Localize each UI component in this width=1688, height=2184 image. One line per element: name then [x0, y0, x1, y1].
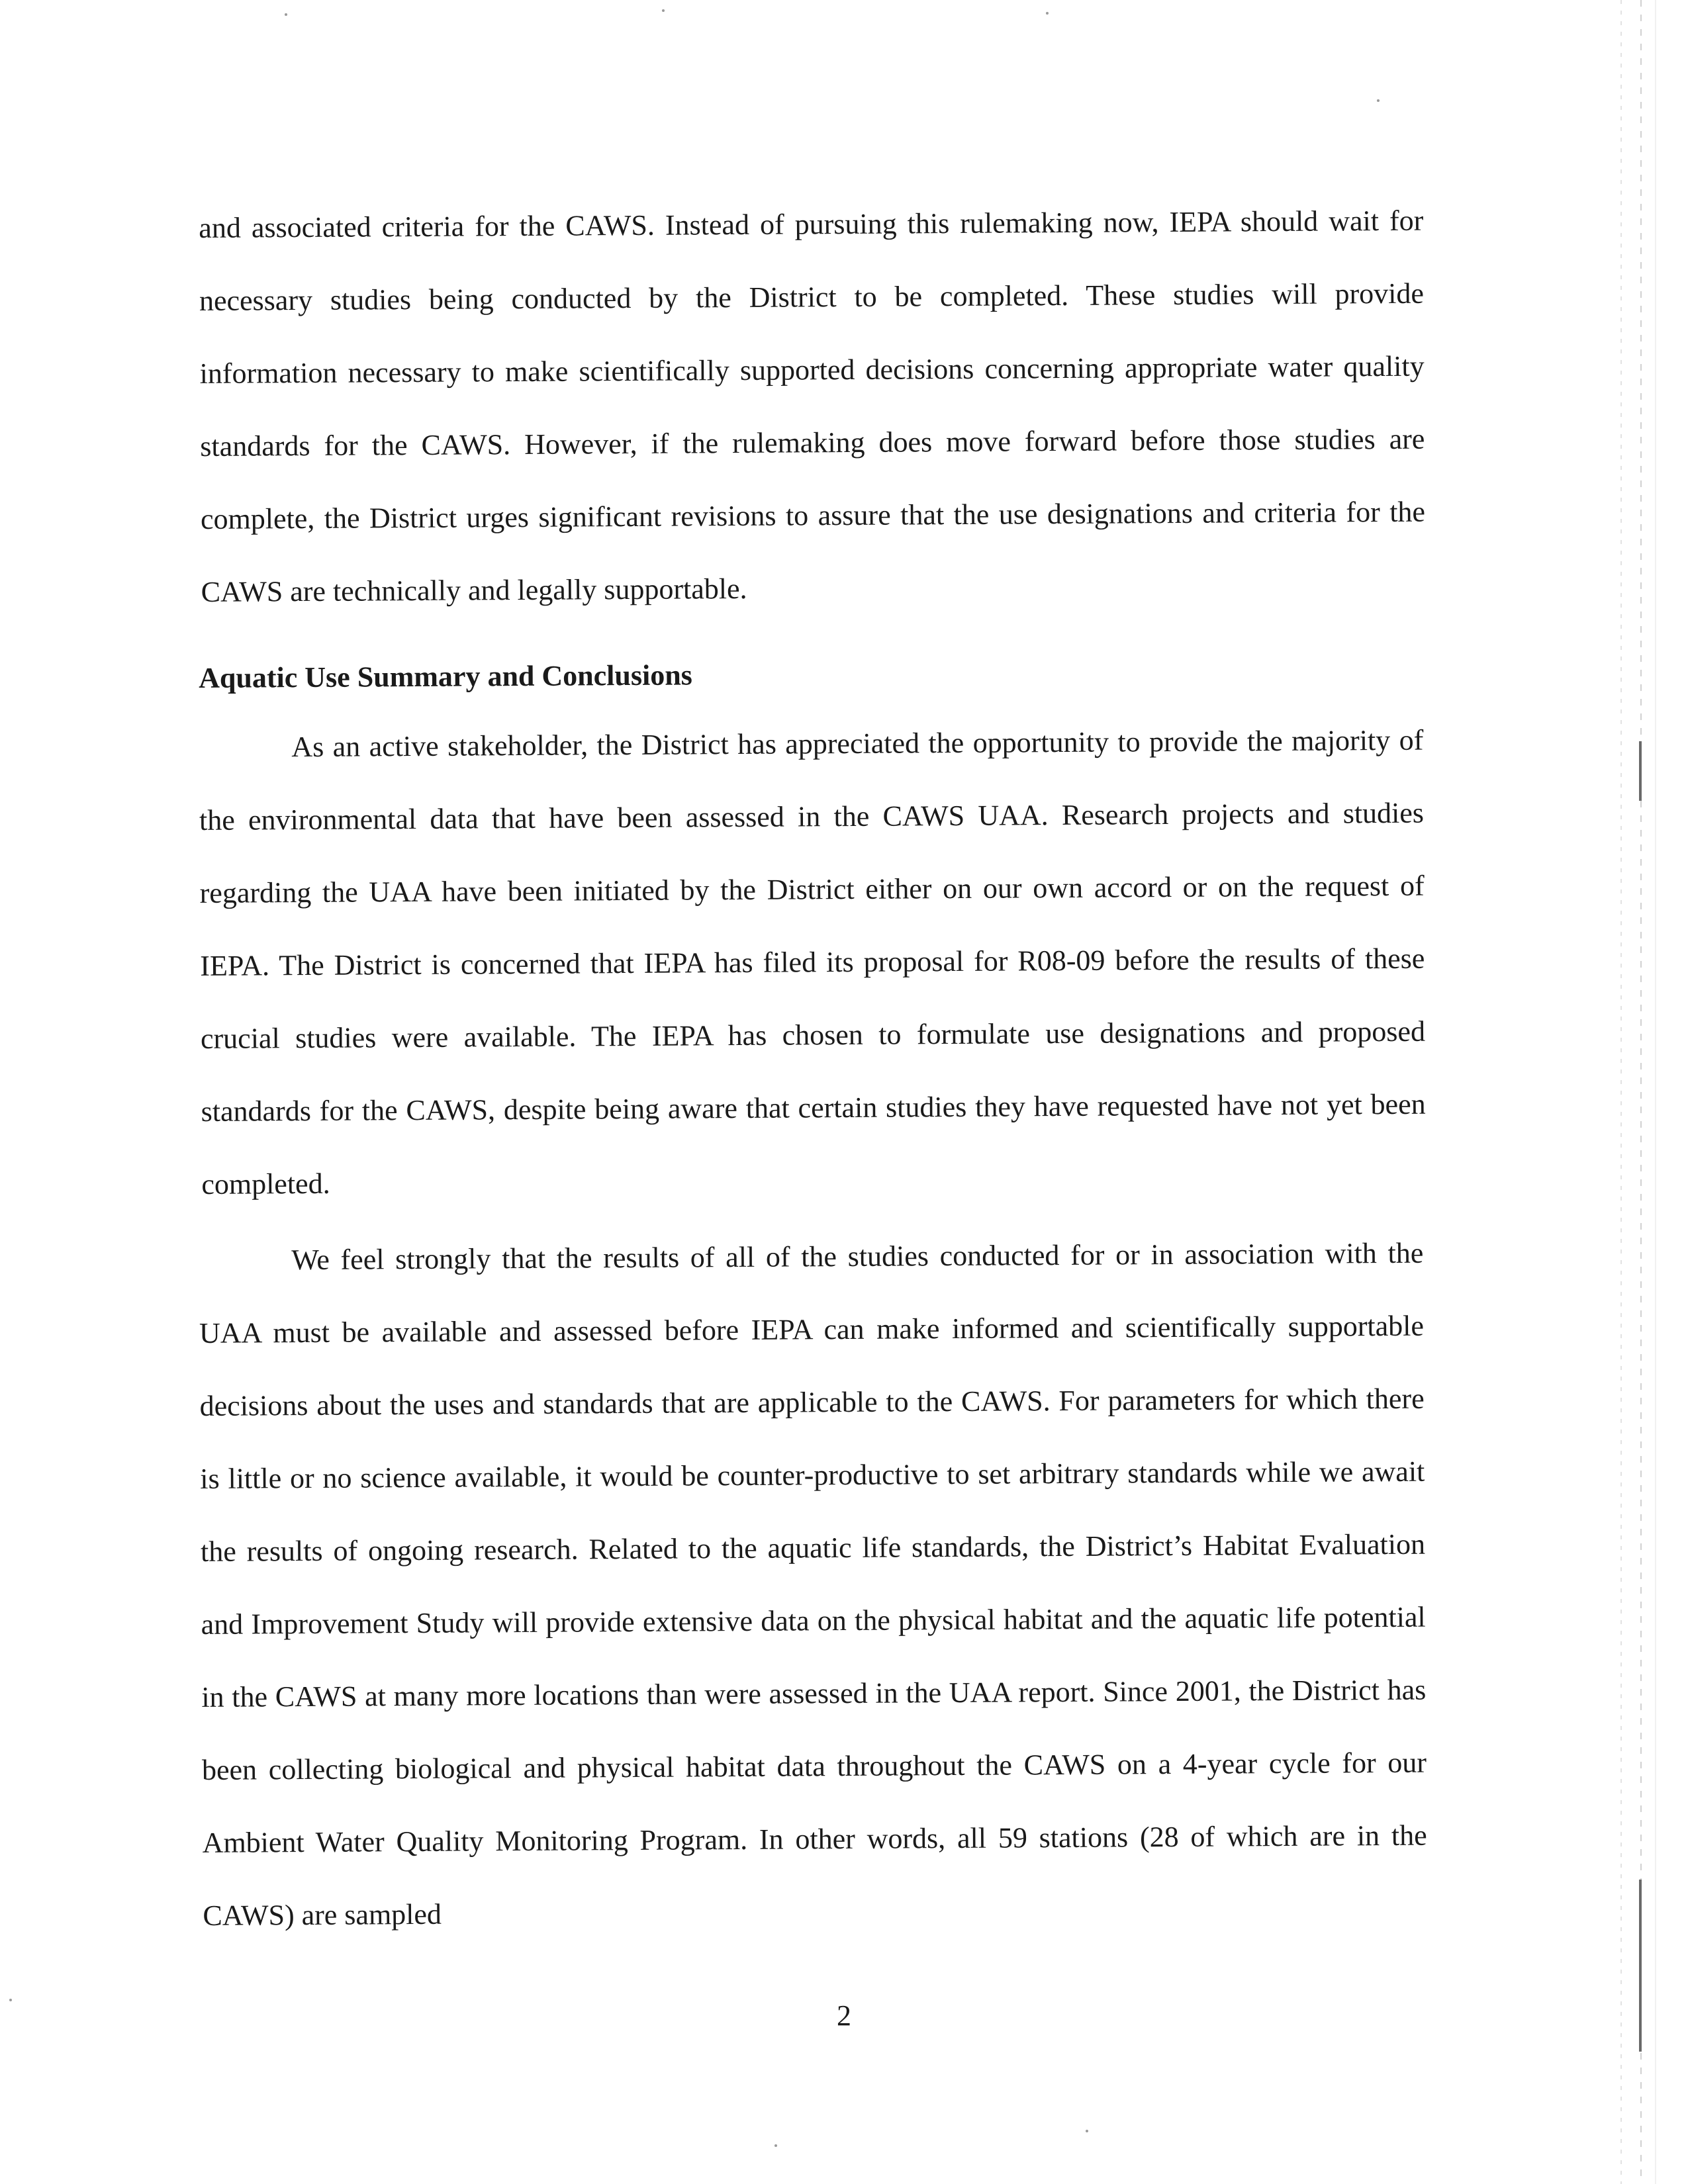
- intro-text-block: [199, 185, 1426, 629]
- page-number: 2: [837, 1999, 851, 2032]
- scan-edge-artifact: [1655, 0, 1656, 2184]
- scan-speck: [285, 13, 287, 16]
- scan-edge-artifact: [1640, 0, 1642, 2184]
- scan-speck: [1377, 99, 1380, 102]
- scan-speck: [9, 1999, 12, 2001]
- scan-edge-mark: [1639, 1880, 1642, 2052]
- body-text-block-1: [199, 704, 1427, 1221]
- scan-speck: [1086, 2130, 1088, 2132]
- scan-edge-mark: [1639, 741, 1642, 801]
- body-paragraph-1: As an active stakeholder, the District has appreciated the opportunity to provide the majority of the environmental data that have been assessed in the CAWS UAA. Research projects and studies regarding the UAA have been initiated by the District either on our own accord or on the request of IEPA. The District is concerned that IEPA has filed its proposal for R08-09 before the results of these crucial studies were available. The IEPA has chosen to formulate use designations and proposed standards for the CAWS, despite being aware that certain studies they have requested have not yet been completed.: [199, 723, 1426, 1201]
- scan-speck: [1046, 12, 1049, 15]
- body-text-block-2: [199, 1217, 1428, 1952]
- intro-paragraph: and associated criteria for the CAWS. Instead of pursuing this rulemaking now, IEPA should wait for necessary studies being conducted by the District to be completed. These studies will provide information necessary to make scientifically supported decisions concerning appropriate water quality standards for the CAWS. However, if the rulemaking does move forward before those studies are complete, the District urges significant revisions to assure that the use designations and criteria for the CAWS are technically and legally supportable.: [199, 204, 1426, 608]
- scan-speck: [662, 9, 665, 12]
- scan-edge-artifact: [1620, 0, 1622, 2184]
- section-heading: Aquatic Use Summary and Conclusions: [199, 659, 693, 694]
- body-paragraph-2: We feel strongly that the results of all of the studies conducted for or in association with the UAA must be available and assessed before IEPA can make informed and scientifically supportable decisions about the uses and standards that are applicable to the CAWS. For parameters for which there is little or no science available, it would be counter-productive to set arbitrary standards while we await the results of ongoing research. Related to the aquatic life standards, the District’s Habitat Evaluation and Improvement Study will provide extensive data on the physical habitat and the aquatic life potential in the CAWS at many more locations than were assessed in the UAA report. Since 2001, the District has been collecting biological and physical habitat data throughout the CAWS on a 4-year cycle for our Ambient Water Quality Monitoring Program. In other words, all 59 stations (28 of which are in the CAWS) are sampled: [199, 1236, 1427, 1932]
- scan-speck: [774, 2144, 777, 2147]
